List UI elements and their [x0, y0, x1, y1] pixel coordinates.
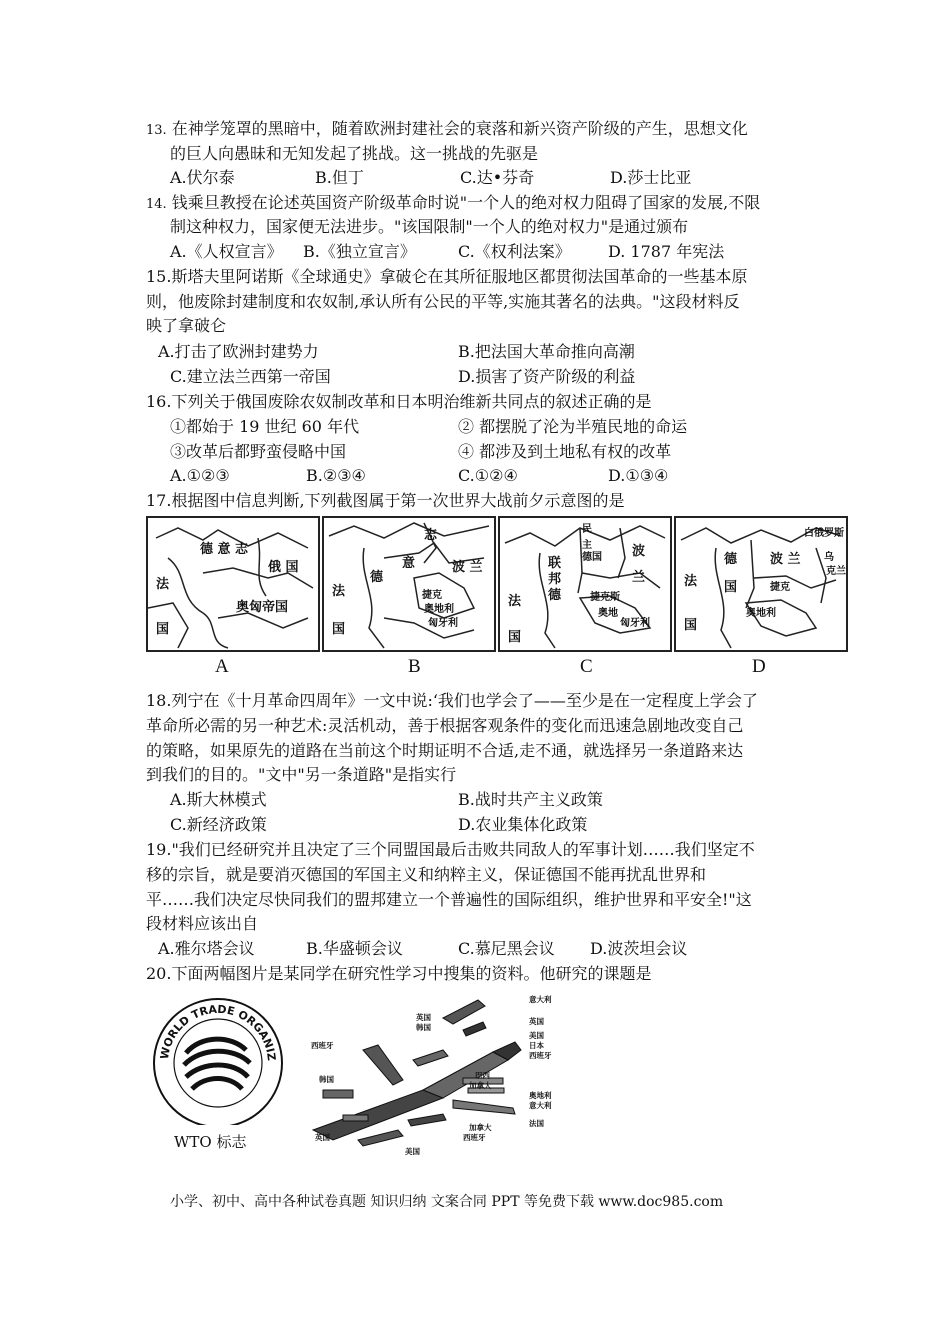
map-b[interactable]: [322, 516, 496, 652]
map-d-label-ukraine1: 乌: [824, 552, 834, 563]
airplane-parts-image: [303, 990, 563, 1156]
q18-option-c[interactable]: C.新经济政策: [170, 815, 267, 834]
plane-label-canada2: 加拿大: [469, 1123, 492, 1132]
map-b-lines: [324, 518, 494, 650]
plane-label-brazil: 巴西: [475, 1071, 490, 1080]
plane-label-korea1: 韩国: [416, 1023, 431, 1032]
plane-label-uk1: 英国: [416, 1013, 431, 1022]
q13-stem-line1: [146, 118, 748, 142]
map-b-label-poland: 波 兰: [452, 560, 483, 575]
map-d-label-austria: 奥地利: [746, 608, 776, 619]
map-a-label-france2: 国: [156, 622, 170, 637]
q13-option-d[interactable]: D.莎士比亚: [610, 168, 692, 187]
map-d-label-poland: 波 兰: [770, 552, 801, 567]
q19-stem-line1: 19."我们已经研究并且决定了三个同盟国最后击败共同敌人的军事计划……我们坚定不: [146, 840, 755, 859]
plane-label-spain3: 西班牙: [463, 1133, 486, 1142]
map-d-label-belarus: 白俄罗斯: [804, 528, 844, 539]
q19-stem-line2: 移的宗旨，就是要消灭德国的军国主义和纳粹主义，保证德国不能再扰乱世界和: [146, 865, 707, 884]
map-letter-c[interactable]: C: [580, 656, 593, 677]
q19-option-c[interactable]: C.慕尼黑会议: [458, 939, 555, 958]
map-c-label-fed2: 邦: [548, 572, 562, 587]
q19-stem-line4: 段材料应该出自: [146, 914, 259, 933]
q14-stem-line2: 制这种权力，国家便无法进步。"该国限制"一个人的绝对权力"是通过颁布: [170, 217, 689, 236]
q19-option-a[interactable]: A.雅尔塔会议: [158, 939, 255, 958]
q14-stem1: 钱乘旦教授在论述英国资产阶级革命时说"一个人的绝对权力阻碍了国家的发展,不限: [166, 193, 761, 212]
q19-option-d[interactable]: D.波茨坦会议: [590, 939, 688, 958]
q16-stem: 16.下列关于俄国废除农奴制改革和日本明治维新共同点的叙述正确的是: [146, 392, 652, 411]
q14-option-c[interactable]: C.《权利法案》: [458, 242, 571, 261]
q18-option-d[interactable]: D.农业集体化政策: [458, 815, 588, 834]
plane-label-usa2: 美国: [405, 1147, 420, 1156]
q16-option-a[interactable]: A.①②③: [170, 466, 230, 485]
map-letter-a[interactable]: A: [215, 656, 229, 677]
airplane-parts-figure: [303, 990, 563, 1156]
q15-option-c[interactable]: C.建立法兰西第一帝国: [170, 367, 331, 386]
q18-stem-line4: 到我们的目的。"文中"另一条道路"是指实行: [146, 765, 457, 784]
q14-option-a[interactable]: A.《人权宣言》: [170, 242, 283, 261]
plane-label-usa1: 美国: [529, 1031, 544, 1040]
q18-option-b[interactable]: B.战时共产主义政策: [458, 790, 603, 809]
q16-statement-3: ③改革后都野蛮侵略中国: [170, 442, 347, 461]
q15-stem-line3: 映了拿破仑: [146, 316, 227, 335]
plane-label-canada1: 加拿大: [469, 1081, 492, 1090]
q13-stem-line2: 的巨人向愚昧和无知发起了挑战。这一挑战的先驱是: [170, 144, 539, 163]
plane-label-japan: 日本: [529, 1041, 544, 1050]
q16-statement-4: ④ 都涉及到土地私有权的改革: [458, 442, 672, 461]
map-c-label-gdr1: 民: [582, 524, 592, 535]
map-c-label-gdr3: 德国: [582, 552, 602, 563]
q19-stem-line3: 平……我们决定尽快同我们的盟邦建立一个普遍性的国际组织，维护世界和平安全!"这: [146, 890, 752, 909]
q18-stem-line3: 的策略，如果原先的道路在当前这个时期证明不合适,走不通，就选择另一条道路来达: [146, 741, 744, 760]
map-b-label-zhi: 志: [424, 528, 438, 543]
q18-stem-line2: 革命所必需的另一种艺术:灵活机动，善于根据客观条件的变化而迅速急剧地改变自己: [146, 716, 744, 735]
q18-stem-line1: 18.列宁在《十月革命四周年》一文中说:‘我们也学会了——至少是在一定程度上学会了: [146, 691, 758, 710]
map-b-label-de: 德: [370, 570, 384, 585]
map-d-label-de: 德: [724, 552, 738, 567]
map-c-label-gdr2: 主: [582, 540, 592, 551]
q14-option-b[interactable]: B.《独立宣言》: [303, 242, 416, 261]
map-a-label-austria-hungary: 奥匈帝国: [236, 600, 289, 615]
q15-stem-line1: 15.斯塔夫里阿诺斯《全球通史》拿破仑在其所征服地区都贯彻法国革命的一些基本原: [146, 267, 748, 286]
q16-option-d[interactable]: D.①③④: [608, 466, 669, 485]
map-a-label-germany: 德 意 志: [200, 542, 249, 557]
q16-option-c[interactable]: C.①②④: [458, 466, 518, 485]
plane-label-austria: 奥地利: [529, 1091, 552, 1100]
map-b-label-yi: 意: [402, 556, 416, 571]
map-letter-b[interactable]: B: [408, 656, 421, 677]
page-footer: 小学、初中、高中各种试卷真题 知识归纳 文案合同 PPT 等免费下载 www.doc985.com: [170, 1194, 724, 1210]
map-d-label-ukraine2: 克兰: [826, 566, 846, 577]
q17-map-figures: [146, 516, 846, 650]
map-c-label-fed1: 联: [548, 556, 562, 571]
wto-logo-image: [146, 995, 290, 1125]
plane-label-france: 法国: [529, 1119, 544, 1128]
q16-statement-2: ② 都摆脱了沦为半殖民地的命运: [458, 417, 688, 436]
q19-option-b[interactable]: B.华盛顿会议: [306, 939, 403, 958]
q13-option-c[interactable]: C.达•芬奇: [460, 168, 535, 187]
plane-label-spain2: 西班牙: [529, 1051, 552, 1060]
map-c-label-hungary: 匈牙利: [620, 618, 650, 629]
q13-number: 13.: [146, 123, 167, 138]
q18-option-a[interactable]: A.斯大林模式: [170, 790, 267, 809]
plane-label-italy1: 意大利: [529, 995, 552, 1004]
q13-option-a[interactable]: A.伏尔泰: [170, 168, 235, 187]
map-d[interactable]: [674, 516, 848, 652]
plane-label-uk2: 英国: [529, 1017, 544, 1026]
map-b-label-czech: 捷克: [422, 590, 442, 601]
q20-stem: 20.下面两幅图片是某同学在研究性学习中搜集的资料。他研究的课题是: [146, 964, 652, 983]
plane-label-italy2: 意大利: [529, 1101, 552, 1110]
q13-stem1: 在神学笼罩的黑暗中，随着欧洲封建社会的衰落和新兴资产阶级的产生，思想文化: [166, 119, 748, 138]
q13-option-b[interactable]: B.但丁: [315, 168, 364, 187]
map-d-label-france2: 国: [684, 618, 698, 633]
plane-label-uk3: 英国: [315, 1133, 330, 1142]
plane-label-spain1: 西班牙: [311, 1041, 334, 1050]
q16-statement-1: ①都始于 19 世纪 60 年代: [170, 417, 360, 436]
map-b-label-france2: 国: [332, 622, 346, 637]
q16-option-b[interactable]: B.②③④: [306, 466, 366, 485]
map-b-label-france1: 法: [332, 584, 346, 599]
q14-option-d[interactable]: D. 1787 年宪法: [608, 242, 725, 261]
map-letter-d[interactable]: D: [752, 656, 766, 677]
map-b-label-austria: 奥地利: [424, 604, 454, 615]
map-c[interactable]: [498, 516, 672, 652]
map-c-label-fed3: 德: [548, 588, 562, 603]
q15-stem-line2: 则，他废除封建制度和农奴制,承认所有公民的平等,实施其著名的法典。"这段材料反: [146, 292, 740, 311]
q15-option-d[interactable]: D.损害了资产阶级的利益: [458, 367, 636, 386]
map-a[interactable]: [146, 516, 320, 652]
map-d-label-guo: 国: [724, 580, 738, 595]
wto-ring-text: WORLD TRADE ORGANIZ: [157, 1002, 279, 1062]
wto-caption: WTO 标志: [174, 1133, 247, 1151]
map-a-label-france1: 法: [156, 577, 170, 592]
map-c-label-czechoslovakia: 捷克斯: [590, 592, 620, 603]
map-d-label-czech: 捷克: [770, 582, 790, 593]
map-c-label-bo: 波: [632, 544, 646, 559]
map-d-label-france1: 法: [684, 574, 698, 589]
q15-option-b[interactable]: B.把法国大革命推向高潮: [458, 342, 635, 361]
map-a-label-russia: 俄 国: [268, 560, 299, 575]
map-c-label-france1: 法: [508, 594, 522, 609]
map-b-label-hungary: 匈牙利: [428, 618, 458, 629]
q14-stem-line1: [146, 192, 760, 216]
plane-label-korea2: 韩国: [319, 1075, 334, 1084]
map-c-label-france2: 国: [508, 630, 522, 645]
wto-logo-figure: [146, 995, 290, 1155]
q17-stem: 17.根据图中信息判断,下列截图属于第一次世界大战前夕示意图的是: [146, 491, 625, 510]
map-c-label-lan: 兰: [632, 570, 646, 585]
q15-option-a[interactable]: A.打击了欧洲封建势力: [158, 342, 319, 361]
q14-number: 14.: [146, 197, 167, 212]
map-c-label-austria: 奥地: [598, 608, 618, 619]
